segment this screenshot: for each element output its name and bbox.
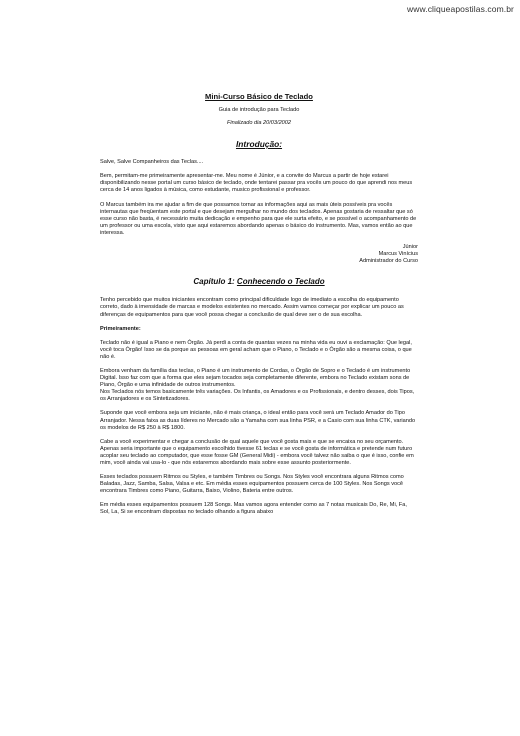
chapter-1-title: Conhecendo o Teclado	[236, 277, 325, 287]
chapter-1-paragraph-7: Em média esses equipamentos possuem 128 Songs. Mas vamos agora entender como as 7 notas musicais Do, Re, Mi, Fa, Sol, La, Si se encontram dispostas no teclado olhando a figura abaixo	[100, 502, 407, 516]
signature-line-1: Júnior	[402, 244, 418, 251]
signature-line-3: Administrador do Curso	[359, 258, 418, 265]
chapter-1-prefix: Capítulo 1:	[193, 277, 237, 287]
chapter-1-paragraph-6: Esses teclados possuem Ritmos ou Styles, e também Timbres ou Songs. Nos Styles você encontrara alguns Ritmos como Baladas, Jazz, Samba, Salsa, Valsa e etc. Em média esses equipamentos possuem cerca de 100 Styles. Nos Songs você encontrara Timbres como Piano, Guitarra, Baixo, Violino, Bateria entre outros.	[100, 474, 404, 495]
intro-paragraph-1: Bem, permitam-me primeiramente apresentar-me. Meu nome é Júnior, e a convite do Marcus a partir de hoje estarei disponibilizando nesse portal um curso básico de teclado, onde tentarei passar pra vocês um pouco do que aprendi nos meus cerca de 14 anos ligados à música, como estudante, musico profissional e professor.	[100, 173, 413, 194]
chapter-1-paragraph-2: Teclado não é igual a Piano e nem Órgão. Já perdi a conta de quantas vezes na minha vida eu ouvi a exclamação: Que legal, você toca Órgão! Isso se da porque as pessoas em geral acham que o Piano, o Teclado e o Órgão são a mesma coisa, o que não é.	[100, 339, 412, 360]
chapter-1-paragraph-5: Cabe a você experimentar e chegar a conclusão de qual aquele que você gosta mais e que se encaixa no seu orçamento. Apenas seria importante que o equipamento escolhido tivesse 61 teclas e se você gosta de informática e pretende num futuro acoplar seu teclado ao computador, que esse fosse GM (General Midi) - embora você talvez não saiba o que é isso, confie em mim, você ainda vai usa-lo - que nós estaremos abordando mais sobre esse assunto posteriormente.	[100, 438, 414, 466]
chapter-1-paragraph-3b: Nos Teclados nós temos basicamente três variações. Os Infantis, os Amadores e os Profissionais, e dentro desses, dois Tipos, os Arranjadores e os Sintetizadores.	[100, 389, 415, 403]
intro-paragraph-2: O Marcus também ira me ajudar a fim de que possamos tornar as informações aqui as mais úteis possíveis pra vocês internautas que freqüentam este portal e que desejam mergulhar no mundo dos teclados. Apenas gostaria de ressaltar que só esse curso não basta, é necessário muita dedicação e empenho para que ele surta efeito, e se possível o acompanhamento de um professor ou uma escola, visto que aqui estaremos abordando apenas o básico do instrumento. Mas, vamos então ao que interessa.	[100, 201, 417, 236]
intro-heading	[100, 139, 418, 149]
chapter-1-heading	[100, 277, 418, 287]
document-title: Mini-Curso Básico de Teclado	[205, 92, 313, 101]
chapter-1-label: Primeiramente:	[100, 325, 141, 332]
chapter-1-paragraph-1: Tenho percebido que muitos iniciantes encontram como principal dificuldade logo de imediato a escolha do equipamento correto, dado à imensidade de marcas e modelos existentes no mercado. Assim vamos começar por explicar um pouco as diferenças de equipamentos para que você possa chegar a conclusão de qual deve ser o de sua escolha.	[100, 297, 404, 318]
document-subtitle: Guia de introdução para Teclado	[218, 107, 300, 113]
intro-heading-text: Introdução:	[235, 139, 283, 150]
chapter-1-paragraph-4: Suponde que você embora seja um iniciante, não é mais criança, o ideal então para você será um Teclado Amador do Tipo Arranjador. Nessa faixa as duas líderes no Mercado são a Yamaha com sua linha PSR, e a Casio com sua linha CTK, variando os modelos de R$ 250 à R$ 1800.	[100, 410, 416, 431]
site-watermark: www.cliqueapostilas.com.br	[406, 4, 514, 14]
chapter-1-paragraph-3: Embora venham da família das teclas, o Piano é um instrumento de Cordas, o Órgão de Sopro e o Teclado é um instrumento Digital. Isso faz com que a forma que eles sejam tocados seja completamente diferente, embora no Teclado existam sons de Piano, Órgão e uma infinidade de outros instrumentos.	[100, 367, 411, 389]
signature-line-2: Marcus Vinícius	[378, 251, 418, 258]
document-page	[100, 92, 418, 524]
document-date: Finalizado dia 20/03/2002	[226, 120, 292, 127]
intro-greeting: Salve, Salve Companheiros das Teclas....	[100, 159, 204, 166]
signature-block	[100, 244, 418, 265]
